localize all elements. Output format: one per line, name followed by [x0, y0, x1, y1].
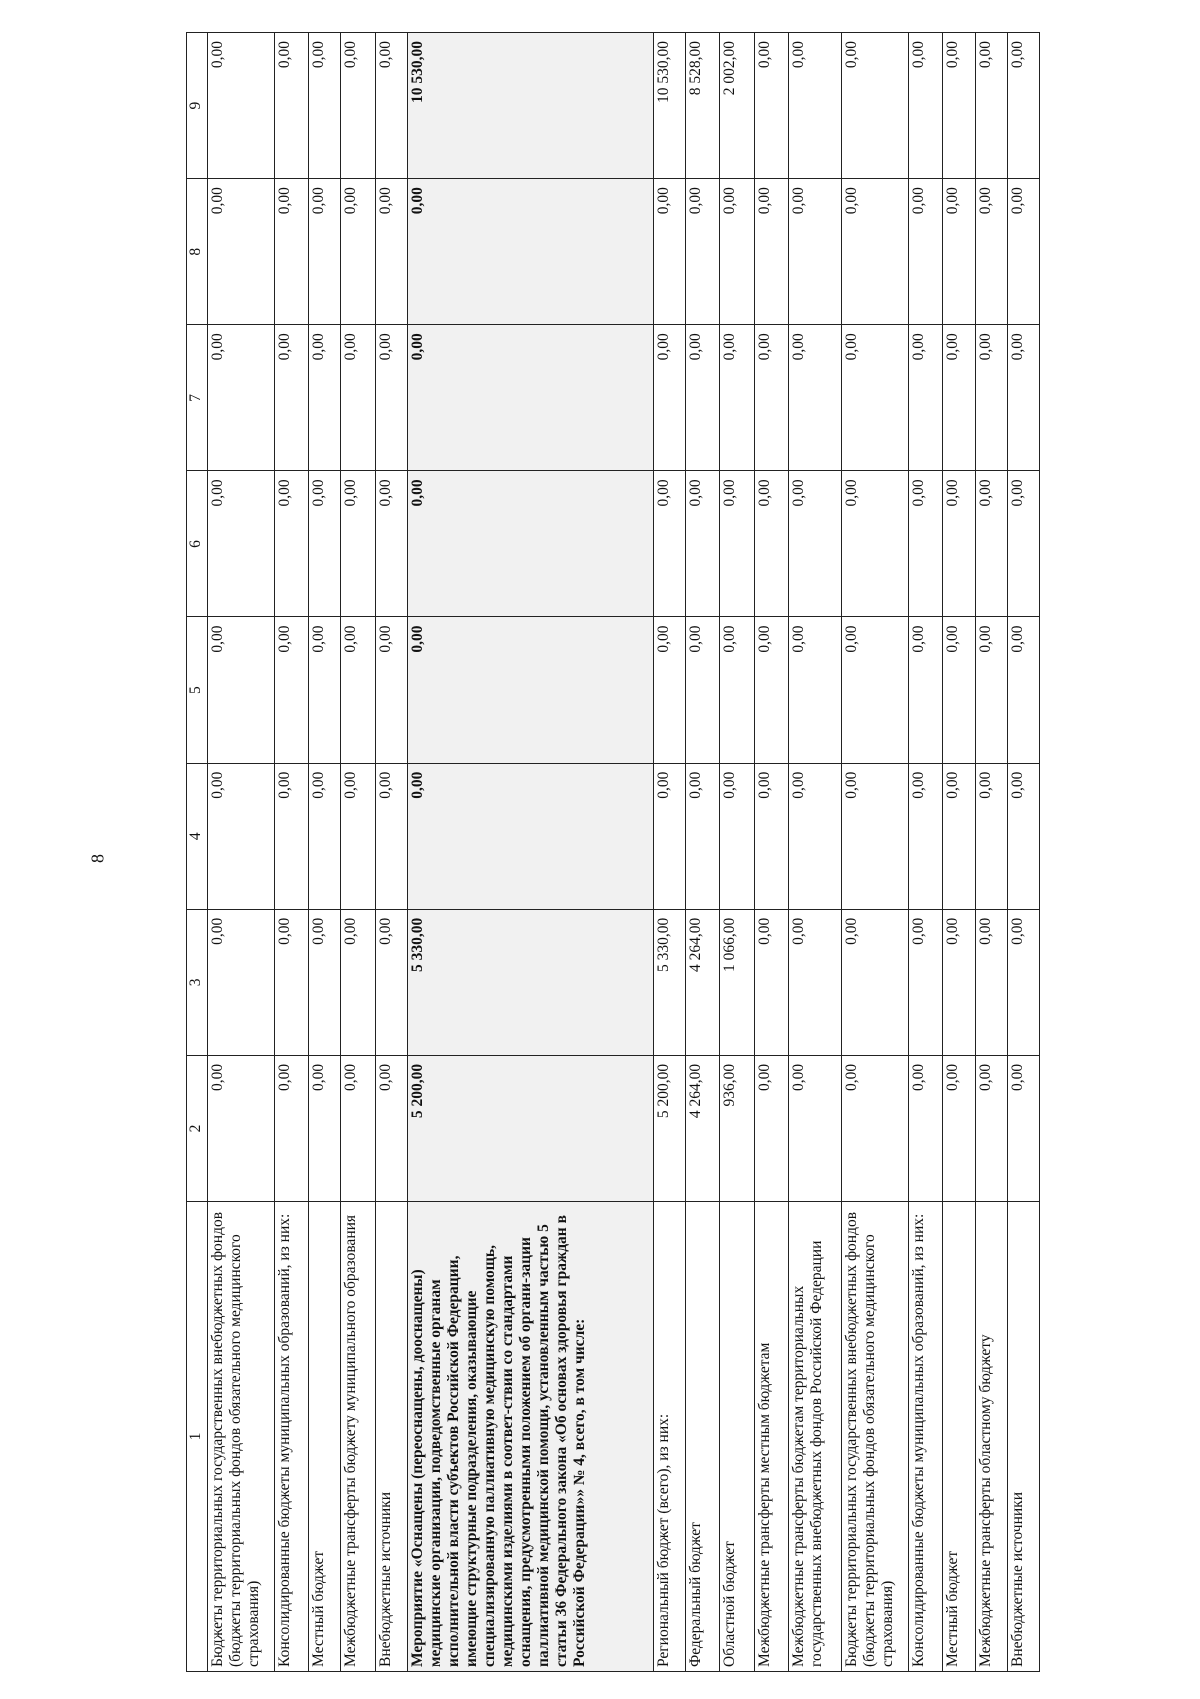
- table-row: [842, 33, 909, 1672]
- row-label: Мероприятие «Оснащены (переоснащены, дооснащены) медицинские организации, подведомственные органам исполнительной власти субъектов Российской Федерации, имеющие структурные подразделения, оказывающие специализированную паллиативную медицинскую помощь, медицинскими изделиями в соответ-ствии со стандартами оснащения, предусмотренными положением об органи-зации паллиативной медицинской помощи, установленным частью 5 статьи 36 Федерального закона «Об основах здоровья граждан в Российской Федерации»» № 4, всего, в том числе:: [407, 1202, 653, 1672]
- value-cell: 0,00: [754, 471, 788, 617]
- row-label: Консолидированные бюджеты муниципальных образований, из них:: [908, 1202, 942, 1672]
- value-cell: 0,00: [789, 909, 842, 1055]
- value-cell: 0,00: [208, 471, 275, 617]
- value-cell: 0,00: [274, 325, 308, 471]
- value-cell: 0,00: [842, 1055, 909, 1201]
- row-label: Консолидированные бюджеты муниципальных образований, из них:: [274, 1202, 308, 1672]
- value-cell: 2 002,00: [720, 33, 754, 179]
- value-cell: 0,00: [754, 763, 788, 909]
- row-label: Бюджеты территориальных государственных внебюджетных фондов (бюджеты территориальных фондов обязательного медицинского страхования): [208, 1202, 275, 1672]
- value-cell: 0,00: [309, 179, 341, 325]
- value-cell: 0,00: [943, 617, 975, 763]
- value-cell: 0,00: [309, 1055, 341, 1201]
- row-label: Областной бюджет: [720, 1202, 754, 1672]
- value-cell: 0,00: [309, 763, 341, 909]
- value-cell: 0,00: [908, 909, 942, 1055]
- value-cell: 0,00: [943, 179, 975, 325]
- column-header: 3: [187, 909, 208, 1055]
- value-cell: 0,00: [341, 471, 375, 617]
- value-cell: 0,00: [653, 325, 685, 471]
- value-cell: 0,00: [407, 325, 653, 471]
- value-cell: 0,00: [975, 763, 1007, 909]
- row-label: Бюджеты территориальных государственных внебюджетных фондов (бюджеты территориальных фондов обязательного медицинского страхования): [842, 1202, 909, 1672]
- page-number: 8: [87, 854, 108, 863]
- value-cell: 0,00: [309, 325, 341, 471]
- row-label: Межбюджетные трансферты бюджету муниципального образования: [341, 1202, 375, 1672]
- value-cell: 0,00: [908, 179, 942, 325]
- table-row: [1007, 33, 1039, 1672]
- value-cell: 0,00: [754, 909, 788, 1055]
- value-cell: 0,00: [975, 179, 1007, 325]
- value-cell: 0,00: [208, 33, 275, 179]
- value-cell: 0,00: [1007, 325, 1039, 471]
- value-cell: 0,00: [789, 325, 842, 471]
- value-cell: 0,00: [1007, 471, 1039, 617]
- value-cell: 0,00: [1007, 179, 1039, 325]
- table-row: [908, 33, 942, 1672]
- value-cell: 0,00: [975, 325, 1007, 471]
- value-cell: 0,00: [908, 1055, 942, 1201]
- value-cell: 0,00: [274, 33, 308, 179]
- value-cell: 0,00: [375, 33, 407, 179]
- value-cell: 0,00: [789, 1055, 842, 1201]
- value-cell: 0,00: [908, 617, 942, 763]
- row-label: Межбюджетные трансферты местным бюджетам: [754, 1202, 788, 1672]
- value-cell: 0,00: [407, 179, 653, 325]
- table-row: [375, 33, 407, 1672]
- value-cell: 0,00: [375, 763, 407, 909]
- value-cell: 0,00: [686, 325, 720, 471]
- table-header-row: [187, 33, 208, 1672]
- value-cell: 1 066,00: [720, 909, 754, 1055]
- value-cell: 0,00: [653, 617, 685, 763]
- value-cell: 0,00: [309, 33, 341, 179]
- value-cell: 0,00: [720, 325, 754, 471]
- value-cell: 0,00: [686, 471, 720, 617]
- table-row: [943, 33, 975, 1672]
- value-cell: 0,00: [309, 471, 341, 617]
- table-row: [341, 33, 375, 1672]
- value-cell: 0,00: [309, 617, 341, 763]
- value-cell: 0,00: [407, 763, 653, 909]
- value-cell: 0,00: [686, 617, 720, 763]
- row-label: Межбюджетные трансферты областному бюджету: [975, 1202, 1007, 1672]
- table-row: [653, 33, 685, 1672]
- value-cell: 0,00: [789, 33, 842, 179]
- value-cell: 0,00: [407, 617, 653, 763]
- value-cell: 0,00: [908, 33, 942, 179]
- row-label: Внебюджетные источники: [1007, 1202, 1039, 1672]
- value-cell: 0,00: [908, 471, 942, 617]
- value-cell: 0,00: [341, 325, 375, 471]
- value-cell: 0,00: [208, 909, 275, 1055]
- column-header: 1: [187, 1202, 208, 1672]
- value-cell: 0,00: [842, 617, 909, 763]
- value-cell: 0,00: [1007, 763, 1039, 909]
- table-row: [686, 33, 720, 1672]
- rotated-table-container: [186, 32, 1040, 1672]
- value-cell: 0,00: [720, 179, 754, 325]
- value-cell: 5 200,00: [407, 1055, 653, 1201]
- value-cell: 0,00: [274, 909, 308, 1055]
- value-cell: 0,00: [720, 471, 754, 617]
- row-label: Федеральный бюджет: [686, 1202, 720, 1672]
- value-cell: 0,00: [208, 1055, 275, 1201]
- value-cell: 0,00: [720, 763, 754, 909]
- table-body: [208, 33, 1040, 1672]
- table-row: [754, 33, 788, 1672]
- value-cell: 0,00: [274, 471, 308, 617]
- value-cell: 0,00: [943, 909, 975, 1055]
- value-cell: 0,00: [842, 763, 909, 909]
- value-cell: 0,00: [274, 617, 308, 763]
- value-cell: 0,00: [943, 325, 975, 471]
- value-cell: 5 330,00: [407, 909, 653, 1055]
- value-cell: 0,00: [653, 179, 685, 325]
- value-cell: 0,00: [375, 471, 407, 617]
- value-cell: 0,00: [754, 325, 788, 471]
- value-cell: 5 330,00: [653, 909, 685, 1055]
- value-cell: 4 264,00: [686, 1055, 720, 1201]
- value-cell: 0,00: [842, 33, 909, 179]
- column-header: 2: [187, 1055, 208, 1201]
- row-label: Региональный бюджет (всего), из них:: [653, 1202, 685, 1672]
- value-cell: 10 530,00: [653, 33, 685, 179]
- column-header: 8: [187, 179, 208, 325]
- value-cell: 5 200,00: [653, 1055, 685, 1201]
- value-cell: 4 264,00: [686, 909, 720, 1055]
- value-cell: 0,00: [653, 471, 685, 617]
- value-cell: 0,00: [375, 617, 407, 763]
- budget-table: [186, 32, 1040, 1672]
- value-cell: 0,00: [842, 325, 909, 471]
- value-cell: 0,00: [908, 763, 942, 909]
- table-row: [309, 33, 341, 1672]
- value-cell: 0,00: [943, 1055, 975, 1201]
- value-cell: 0,00: [943, 763, 975, 909]
- value-cell: 0,00: [341, 33, 375, 179]
- column-header: 4: [187, 763, 208, 909]
- table-row: [274, 33, 308, 1672]
- table-row: [208, 33, 275, 1672]
- value-cell: 0,00: [1007, 1055, 1039, 1201]
- value-cell: 0,00: [908, 325, 942, 471]
- value-cell: 0,00: [943, 471, 975, 617]
- value-cell: 0,00: [842, 471, 909, 617]
- value-cell: 0,00: [789, 617, 842, 763]
- value-cell: 0,00: [274, 179, 308, 325]
- value-cell: 0,00: [975, 909, 1007, 1055]
- table-row: [975, 33, 1007, 1672]
- value-cell: 0,00: [309, 909, 341, 1055]
- value-cell: 0,00: [1007, 33, 1039, 179]
- value-cell: 0,00: [208, 325, 275, 471]
- row-label: Местный бюджет: [309, 1202, 341, 1672]
- value-cell: 0,00: [341, 617, 375, 763]
- value-cell: 0,00: [789, 179, 842, 325]
- value-cell: 0,00: [754, 33, 788, 179]
- value-cell: 0,00: [341, 179, 375, 325]
- value-cell: 0,00: [686, 763, 720, 909]
- value-cell: 936,00: [720, 1055, 754, 1201]
- value-cell: 0,00: [208, 617, 275, 763]
- value-cell: 0,00: [375, 179, 407, 325]
- value-cell: 8 528,00: [686, 33, 720, 179]
- value-cell: 0,00: [720, 617, 754, 763]
- value-cell: 0,00: [375, 1055, 407, 1201]
- value-cell: 0,00: [375, 909, 407, 1055]
- column-header: 5: [187, 617, 208, 763]
- table-row: [789, 33, 842, 1672]
- column-header: 7: [187, 325, 208, 471]
- value-cell: 0,00: [975, 33, 1007, 179]
- value-cell: 0,00: [375, 325, 407, 471]
- table-row: [407, 33, 653, 1672]
- value-cell: 0,00: [686, 179, 720, 325]
- value-cell: 10 530,00: [407, 33, 653, 179]
- value-cell: 0,00: [842, 909, 909, 1055]
- value-cell: 0,00: [341, 763, 375, 909]
- value-cell: 0,00: [341, 909, 375, 1055]
- row-label: Местный бюджет: [943, 1202, 975, 1672]
- row-label: Межбюджетные трансферты бюджетам территориальных государственных внебюджетных фондов Российской Федерации: [789, 1202, 842, 1672]
- value-cell: 0,00: [975, 617, 1007, 763]
- value-cell: 0,00: [1007, 617, 1039, 763]
- value-cell: 0,00: [1007, 909, 1039, 1055]
- value-cell: 0,00: [975, 471, 1007, 617]
- value-cell: 0,00: [653, 763, 685, 909]
- value-cell: 0,00: [754, 179, 788, 325]
- column-header: 9: [187, 33, 208, 179]
- value-cell: 0,00: [789, 471, 842, 617]
- value-cell: 0,00: [754, 1055, 788, 1201]
- value-cell: 0,00: [842, 179, 909, 325]
- value-cell: 0,00: [274, 763, 308, 909]
- value-cell: 0,00: [407, 471, 653, 617]
- value-cell: 0,00: [208, 179, 275, 325]
- value-cell: 0,00: [274, 1055, 308, 1201]
- value-cell: 0,00: [943, 33, 975, 179]
- value-cell: 0,00: [754, 617, 788, 763]
- value-cell: 0,00: [789, 763, 842, 909]
- column-header: 6: [187, 471, 208, 617]
- table-row: [720, 33, 754, 1672]
- value-cell: 0,00: [341, 1055, 375, 1201]
- row-label: Внебюджетные источники: [375, 1202, 407, 1672]
- value-cell: 0,00: [975, 1055, 1007, 1201]
- value-cell: 0,00: [208, 763, 275, 909]
